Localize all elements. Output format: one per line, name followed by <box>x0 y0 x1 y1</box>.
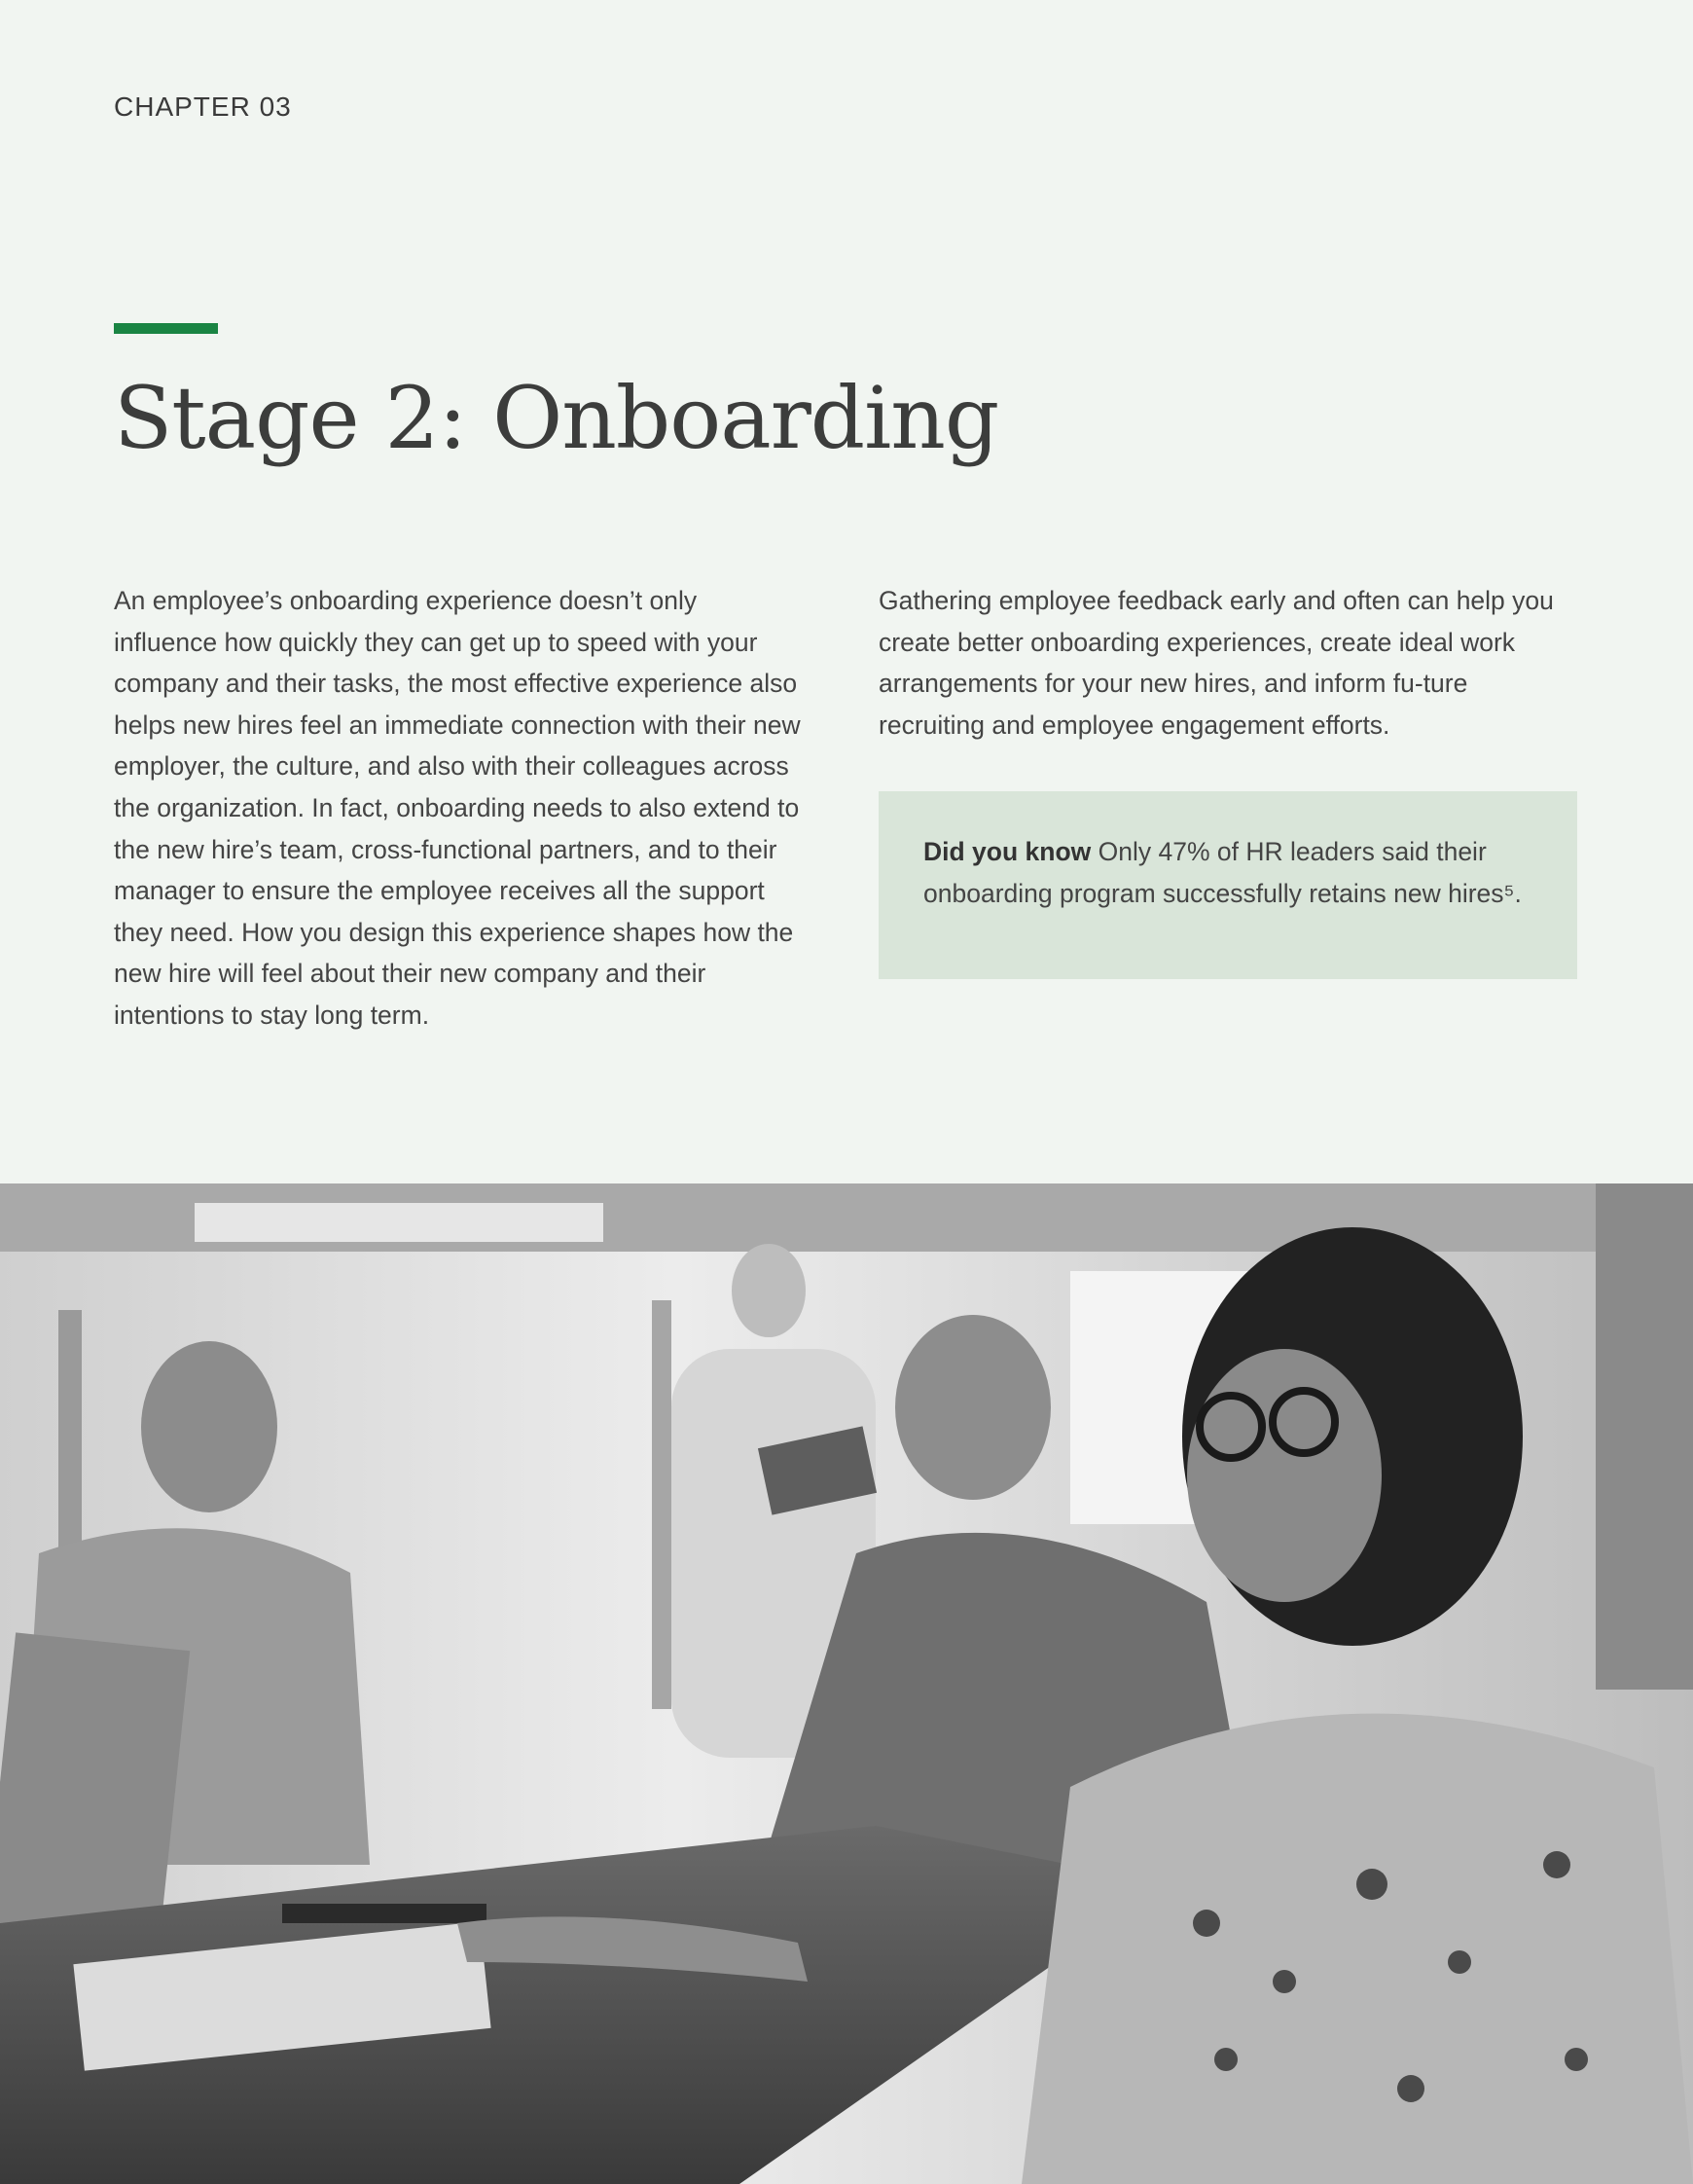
did-you-know-callout <box>879 791 1577 979</box>
body-paragraph-left: An employee’s onboarding experience doesn’t only influence how quickly they can get up to speed with your company and their tasks, the most effective experience also helps new hires feel an immediate connection with their new employer, the culture, and also with their colleagues across the organization. In fact, onboarding needs to also extend to the new hire’s team, cross-functional partners, and to their manager to ensure the employee receives all the support they need. How you design this experience shapes how the new hire will feel about their new company and their intentions to stay long term. <box>114 586 801 1030</box>
chapter-label: CHAPTER 03 <box>114 91 292 122</box>
left-column <box>114 580 805 1037</box>
accent-rule <box>114 323 218 334</box>
page-title: Stage 2: Onboarding <box>114 368 999 468</box>
body-paragraph-right: Gathering employee feedback early and often can help you create better onboarding experiences, create ideal work arrangements for your new hires, and inform fu-ture recruiting and employee engagement efforts. <box>879 586 1554 740</box>
meeting-photo <box>0 1183 1693 2184</box>
callout-lead: Did you know <box>923 837 1092 866</box>
callout-text: Only 47% of HR leaders said their onboarding program successfully retains new hires⁵. <box>923 837 1522 908</box>
right-column <box>879 580 1579 746</box>
